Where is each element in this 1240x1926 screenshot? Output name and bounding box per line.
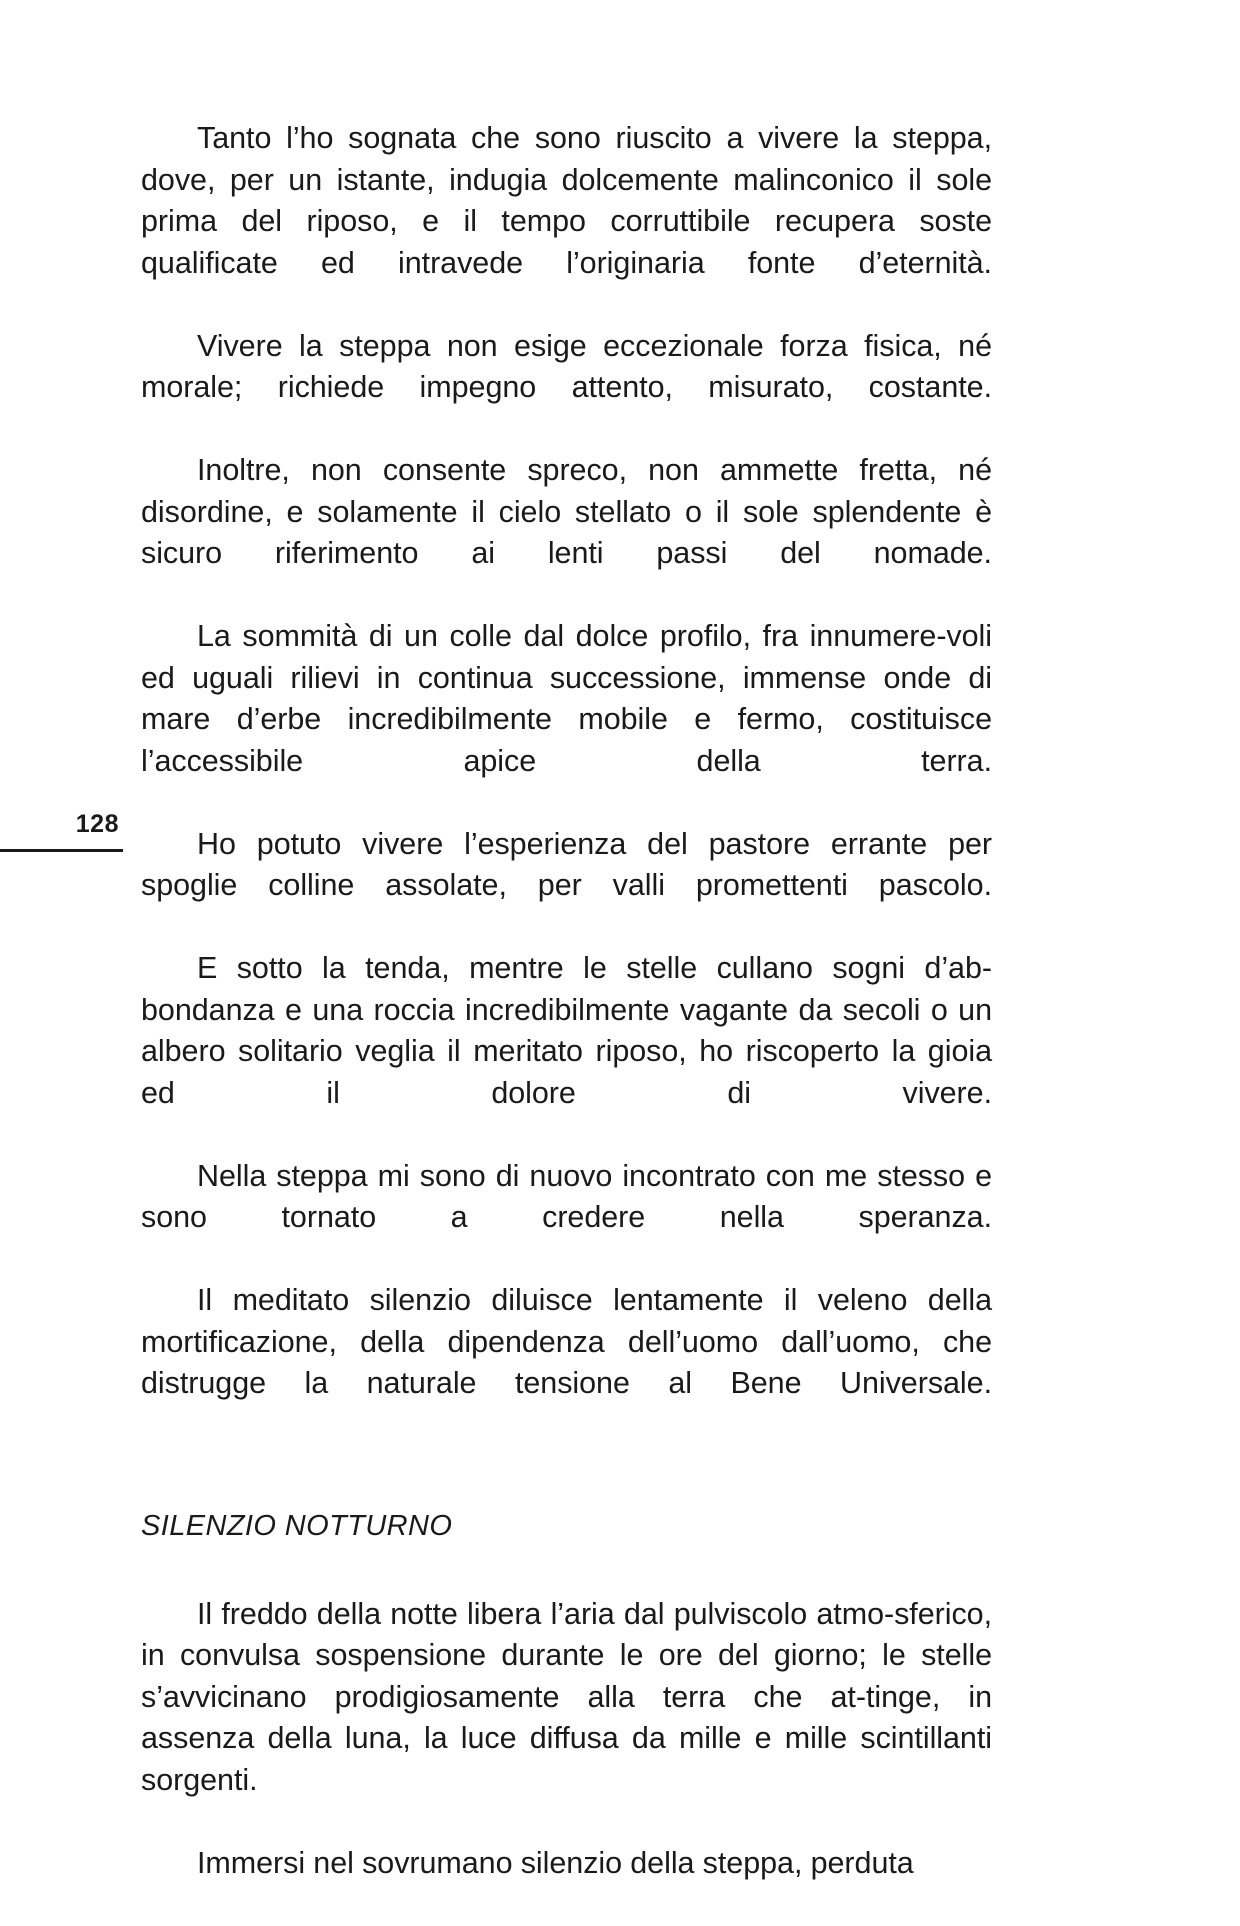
paragraph: Immersi nel sovrumano silenzio della steppa, perduta — [197, 1845, 914, 1880]
paragraph: Il freddo della notte libera l’aria dal pulviscolo atmo-sferico, in convulsa sospensione durante le ore del giorno; le stelle s’avvicinano prodigiosamente alla terra che at-tinge, in assenza della luna, la luce diffusa da mille e mille scintillanti sorgenti. — [141, 1596, 992, 1797]
paragraph: Vivere la steppa non esige eccezionale forza fisica, né morale; richiede impegno attento, misurato, costante. — [141, 328, 992, 404]
paragraph: Il meditato silenzio diluisce lentamente il veleno della mortificazione, della dipendenza dell’uomo dall’uomo, che distrugge la naturale tensione al Bene Universale. — [141, 1283, 992, 1400]
paragraph: La sommità di un colle dal dolce profilo, fra innumere-voli ed uguali rilievi in continua successione, immense onde di mare d’erbe incredibilmente mobile e fermo, costituisce l’accessibile apice della terra. — [141, 619, 992, 778]
section-heading: SILENZIO NOTTURNO — [141, 1510, 453, 1542]
folio-block — [0, 812, 123, 852]
paragraph: Ho potuto vivere l’esperienza del pastore errante per spoglie colline assolate, per valli promettenti pascolo. — [141, 826, 992, 902]
heading-spacer-bottom — [141, 1548, 992, 1594]
folio-rule — [0, 849, 123, 852]
paragraph: Inoltre, non consente spreco, non ammette fretta, né disordine, e solamente il cielo stellato o il sole splendente è sicuro riferimento ai lenti passi del nomade. — [141, 453, 992, 570]
paragraph: E sotto la tenda, mentre le stelle cullano sogni d’ab-bondanza e una roccia incredibilmente vagante da secoli o un albero solitario veglia il meritato riposo, ho riscoperto la gioia ed il dolore di vivere. — [141, 951, 992, 1110]
heading-spacer-top — [141, 1446, 992, 1506]
page-number: 128 — [75, 810, 119, 838]
body-text-column — [141, 118, 992, 1926]
paragraph: Tanto l’ho sognata che sono riuscito a vivere la steppa, dove, per un istante, indugia dolcemente malinconico il sole prima del riposo, e il tempo corruttibile recupera soste qualificate ed intravede l’originaria fonte d’eternità. — [141, 121, 992, 280]
paragraph: Nella steppa mi sono di nuovo incontrato con me stesso e sono tornato a credere nella speranza. — [141, 1158, 992, 1234]
